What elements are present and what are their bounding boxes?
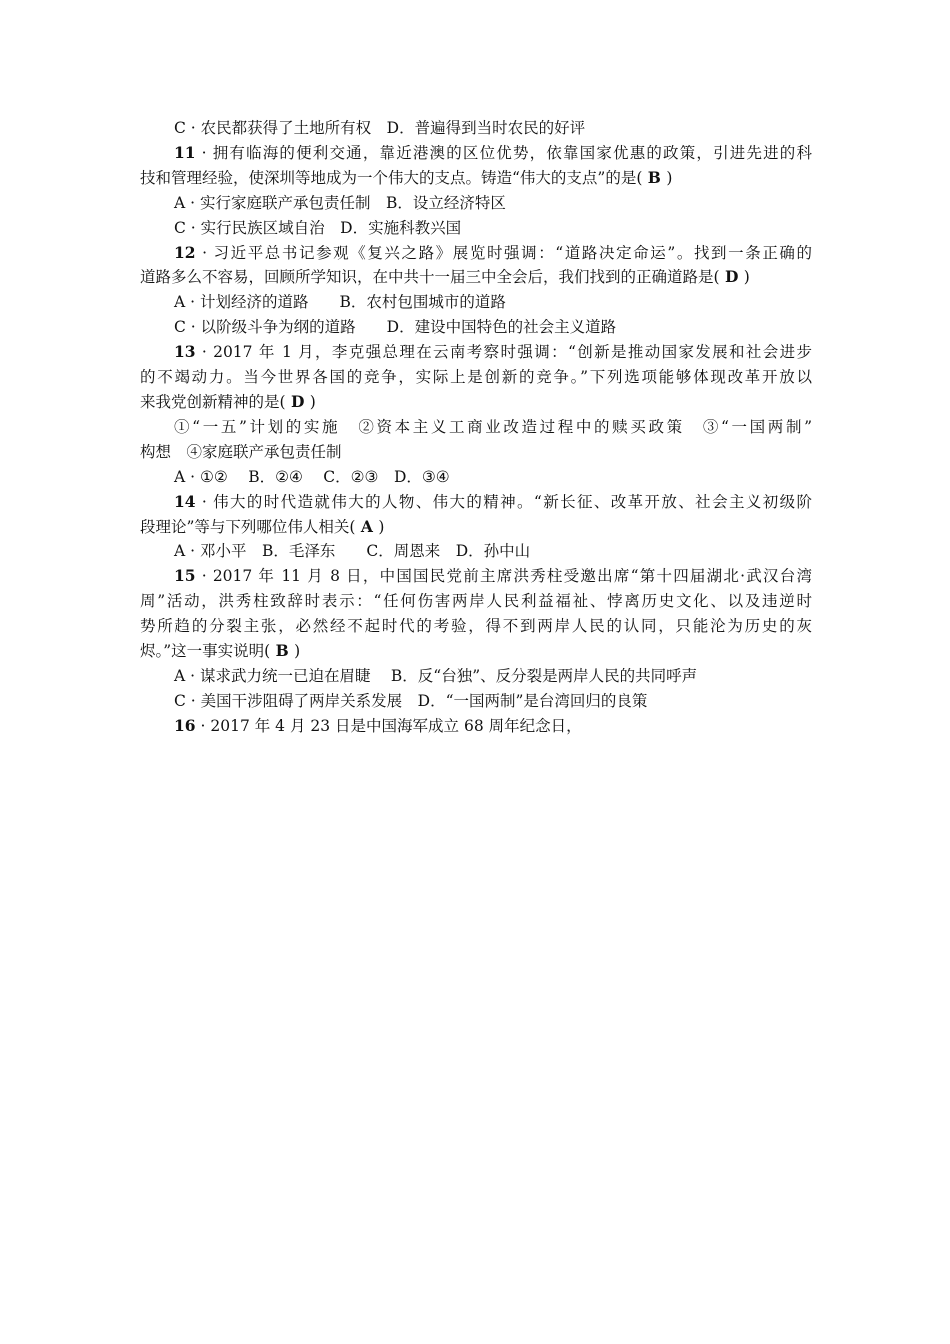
text-line — [140, 315, 812, 340]
line-text: · 2017 年 1 月，李克强总理在云南考察时强调：“创新是推动国家发展和社会进步 — [195, 343, 812, 362]
question-text-block — [140, 116, 812, 739]
line-text: C · 农民都获得了土地所有权 D．普遍得到当时农民的好评 — [174, 119, 586, 137]
line-text: · 拥有临海的便利交通，靠近港澳的区位优势，依靠国家优惠的政策，引进先进的科 — [195, 143, 812, 162]
question-number: 12 — [174, 242, 196, 262]
closing-paren: ) — [309, 392, 316, 411]
text-line — [140, 216, 812, 241]
text-line — [140, 515, 812, 540]
answer-letter: D — [719, 267, 744, 287]
line-text: A · 谋求武力统一已迫在眉睫 B．反“台独”、反分裂是两岸人民的共同呼声 — [174, 666, 698, 685]
closing-paren: ) — [743, 268, 750, 287]
line-text: C · 实行民族区域自治 D．实施科教兴国 — [174, 218, 462, 237]
answer-letter: D — [285, 391, 310, 411]
text-line — [140, 365, 812, 390]
line-text: 段理论”等与下列哪位伟人相关( — [140, 517, 356, 536]
text-line — [140, 290, 812, 315]
line-text: · 2017 年 4 月 23 日是中国海军成立 68 周年纪念日， — [195, 716, 582, 735]
line-text: 构想 ④家庭联产承包责任制 — [140, 442, 342, 461]
line-text: C · 以阶级斗争为纲的道路 D．建设中国特色的社会主义道路 — [174, 318, 617, 337]
question-number: 11 — [174, 142, 196, 162]
line-text: 道路多么不容易，回顾所学知识，在中共十一届三中全会后，我们找到的正确道路是( — [140, 268, 720, 287]
answer-letter: A — [355, 516, 379, 536]
text-line — [140, 166, 812, 191]
line-text: C · 美国干涉阻碍了两岸关系发展 D．“一国两制”是台湾回归的良策 — [174, 691, 648, 710]
line-text: 技和管理经验，使深圳等地成为一个伟大的支点。铸造“伟大的支点”的是( — [140, 168, 643, 187]
text-line — [140, 465, 812, 490]
line-text: A · 计划经济的道路 B．农村包围城市的道路 — [174, 293, 506, 312]
text-line — [140, 141, 812, 166]
question-number: 15 — [174, 566, 196, 586]
question-number: 14 — [174, 491, 196, 511]
closing-paren: ) — [294, 642, 301, 661]
question-number: 13 — [174, 342, 196, 362]
text-line — [140, 714, 812, 739]
text-line — [140, 440, 812, 465]
line-text: 周”活动，洪秀柱致辞时表示：“任何伤害两岸人民利益福祉、悖离历史文化、以及违逆时 — [140, 592, 812, 611]
answer-letter: B — [270, 641, 295, 661]
closing-paren: ) — [378, 517, 385, 536]
text-line — [140, 116, 812, 141]
text-line — [140, 415, 812, 440]
text-line — [140, 191, 812, 216]
text-line — [140, 490, 812, 515]
text-line — [140, 265, 812, 290]
line-text: · 2017 年 11 月 8 日，中国国民党前主席洪秀柱受邀出席“第十四届湖北·武汉台湾 — [195, 567, 812, 586]
line-text: 的不竭动力。当今世界各国的竞争，实际上是创新的竞争。”下列选项能够体现改革开放以 — [140, 368, 812, 387]
text-line — [140, 664, 812, 689]
question-number: 16 — [174, 715, 196, 735]
line-text: · 伟大的时代造就伟大的人物、伟大的精神。“新长征、改革开放、社会主义初级阶 — [195, 492, 812, 511]
line-text: A · ①② B．②④ C．②③ D．③④ — [174, 467, 450, 486]
text-line — [140, 689, 812, 714]
text-line — [140, 639, 812, 664]
text-line — [140, 589, 812, 614]
line-text: · 习近平总书记参观《复兴之路》展览时强调：“道路决定命运”。找到一条正确的 — [195, 243, 812, 262]
line-text: 烬。”这一事实说明( — [140, 642, 271, 661]
line-text: A · 邓小平 B．毛泽东 C．周恩来 D．孙中山 — [174, 542, 531, 561]
closing-paren: ) — [666, 168, 673, 187]
text-line — [140, 241, 812, 266]
text-line — [140, 340, 812, 365]
text-line — [140, 539, 812, 564]
line-text: A · 实行家庭联产承包责任制 B．设立经济特区 — [174, 193, 506, 212]
text-line — [140, 390, 812, 415]
line-text: ①“一五”计划的实施 ②资本主义工商业改造过程中的赎买政策 ③“一国两制” — [174, 417, 812, 436]
text-line — [140, 614, 812, 639]
line-text: 来我党创新精神的是( — [140, 392, 286, 411]
line-text: 势所趋的分裂主张，必然经不起时代的考验，得不到两岸人民的认同，只能沦为历史的灰 — [140, 617, 812, 636]
answer-letter: B — [642, 167, 667, 187]
text-line — [140, 564, 812, 589]
